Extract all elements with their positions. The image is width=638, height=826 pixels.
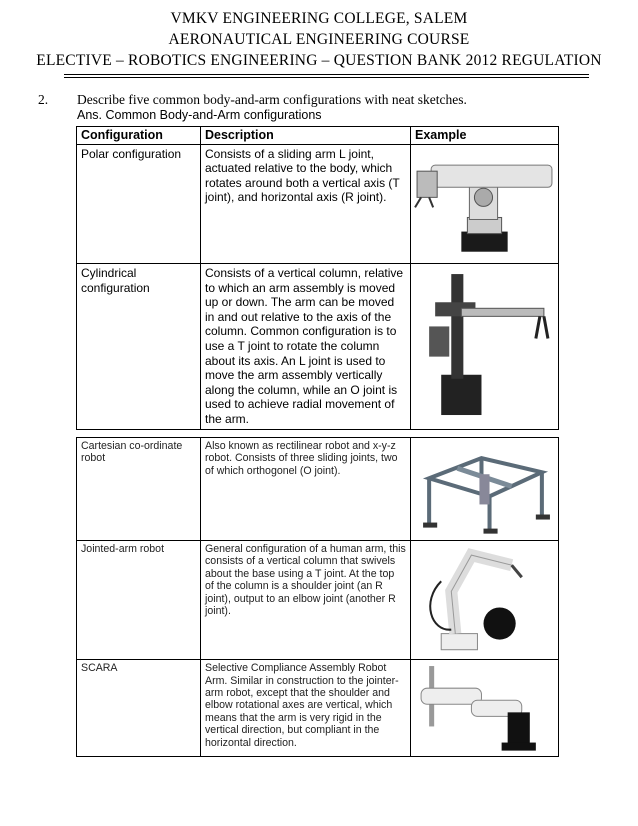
question-number: 2. [38, 92, 49, 107]
example-cell [411, 263, 559, 429]
scara-robot-icon [411, 660, 558, 753]
table-row [77, 660, 559, 757]
column-header-example: Example [411, 127, 559, 145]
header-subject-title: ELECTIVE – ROBOTICS ENGINEERING – QUESTION BANK 2012 REGULATION [36, 52, 602, 69]
description-cell: Selective Compliance Assembly Robot Arm. Similar in construction to the jointer-arm robot, except that the shoulder and elbow rotational axes are vertical, which means that the arm is very rigid in the vertical direction, but compliant in the horizontal direction. [201, 660, 411, 757]
header-rule-top [64, 74, 589, 75]
cylindrical-robot-icon [411, 264, 558, 425]
configuration-cell: Polar configuration [77, 144, 201, 263]
column-header-description: Description [201, 127, 411, 145]
question-text: Describe five common body-and-arm configurations with neat sketches. [77, 92, 467, 107]
configuration-cell: SCARA [77, 660, 201, 757]
polar-robot-icon [411, 145, 558, 260]
configurations-table-1 [76, 126, 559, 430]
configuration-cell: Jointed-arm robot [77, 541, 201, 660]
table-row [77, 144, 559, 263]
table-row [77, 541, 559, 660]
description-cell: General configuration of a human arm, this consists of a vertical column that swivels about the base using a T joint. At the top of the column is a shoulder joint (an R joint), output to an elbow joint (another R joint). [201, 541, 411, 660]
example-cell [411, 660, 559, 757]
example-cell [411, 144, 559, 263]
cartesian-gantry-icon [411, 438, 558, 537]
header-rule-bottom [64, 77, 589, 78]
answer-heading: Ans. Common Body-and-Arm configurations [77, 108, 322, 122]
example-cell [411, 541, 559, 660]
configurations-table-2 [76, 437, 559, 757]
jointed-arm-robot-icon [411, 541, 558, 656]
configuration-cell: Cylindrical configuration [77, 263, 201, 429]
description-cell: Also known as rectilinear robot and x-y-z robot. Consists of three sliding joints, two of which orthogonel (O joint). [201, 438, 411, 541]
description-cell: Consists of a vertical column, relative to which an arm assembly is moved up or down. The arm can be moved in and out relative to the axis of the column. Common configuration is to use a T joint to rotate the column about its axis. An L joint is used to move the arm assembly vertically along the column, while an O joint is used to achieve radial movement of the arm. [201, 263, 411, 429]
table-header-row [77, 127, 559, 145]
table-row [77, 263, 559, 429]
column-header-configuration: Configuration [77, 127, 201, 145]
configuration-cell: Cartesian co-ordinate robot [77, 438, 201, 541]
table-row [77, 438, 559, 541]
header-course-name: AERONAUTICAL ENGINEERING COURSE [168, 31, 470, 48]
description-cell: Consists of a sliding arm L joint, actuated relative to the body, which rotates around both a vertical axis (T joint), and horizontal axis (R joint). [201, 144, 411, 263]
header-college-name: VMKV ENGINEERING COLLEGE, SALEM [170, 10, 468, 27]
example-cell [411, 438, 559, 541]
